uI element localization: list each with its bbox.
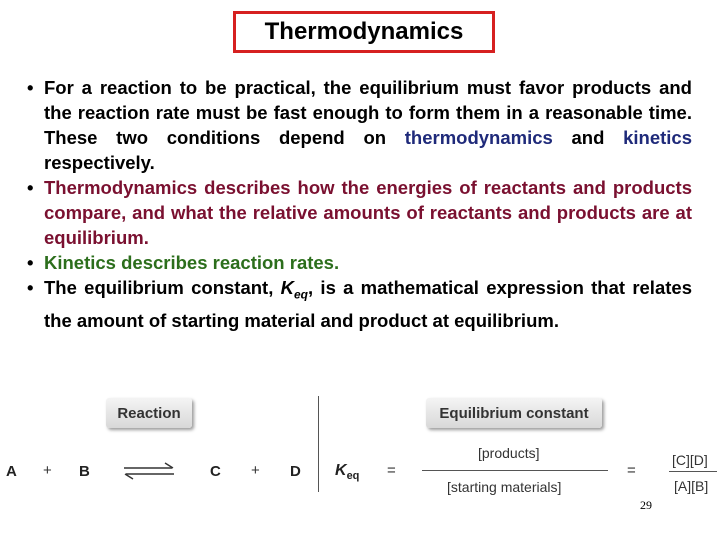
fraction-denominator: [starting materials] (447, 479, 562, 495)
plus-sign: + (43, 462, 52, 479)
keq-symbol: $K_{eq}$ (280, 277, 309, 302)
species-b: B (79, 463, 90, 480)
fraction-numerator: [products] (478, 445, 540, 461)
bullet-text: Kinetics describes reaction rates. (44, 252, 340, 273)
plus-sign: + (251, 462, 260, 479)
bullet-item (24, 175, 692, 250)
bullet-item (24, 75, 692, 175)
bullet-text: , is a mathematical expression that relates the amount of starting material and product at equilibrium. (44, 277, 692, 331)
bullet-text: For a reaction to be practical, the equilibrium must favor products and the reaction rate must be fast enough to form them in a reasonable time. These two conditions depend on (44, 77, 692, 148)
divider-line (318, 396, 319, 492)
bullet-dot: • (27, 277, 34, 298)
equals-sign: = (627, 462, 636, 479)
expression-fraction-bar (669, 471, 717, 472)
keq-label: $K_{eq}$ (335, 462, 360, 483)
bullet-item (24, 250, 692, 275)
equilibrium-arrows-icon (122, 462, 176, 480)
bullet-list (24, 75, 692, 333)
bullet-item (24, 275, 692, 333)
species-c: C (210, 463, 221, 480)
page-number: 29 (640, 498, 652, 512)
bullet-text: The equilibrium constant, (44, 277, 281, 298)
bullet-text: Thermodynamics describes how the energies of reactants and products compare, and what the relative amounts of reactants and products are at equilibrium. (44, 177, 692, 248)
keyword-thermodynamics: thermodynamics (404, 127, 553, 148)
bullet-dot: • (27, 177, 34, 198)
equilibrium-constant-header: Equilibrium constant (426, 398, 602, 428)
species-d: D (290, 463, 301, 480)
title-box (233, 11, 495, 53)
reaction-header: Reaction (106, 398, 192, 428)
equals-sign: = (387, 462, 396, 479)
keyword-kinetics: kinetics (623, 127, 693, 148)
slide-title: Thermodynamics (264, 18, 464, 45)
bullet-dot: • (27, 252, 34, 273)
equilibrium-figure (0, 390, 720, 540)
bullet-text: and (552, 127, 624, 148)
bullet-text: respectively. (44, 152, 155, 173)
species-a: A (6, 463, 17, 480)
bullet-dot: • (27, 77, 34, 98)
expression-numerator: [C][D] (672, 452, 708, 468)
fraction-bar (422, 470, 608, 471)
expression-denominator: [A][B] (674, 478, 709, 494)
